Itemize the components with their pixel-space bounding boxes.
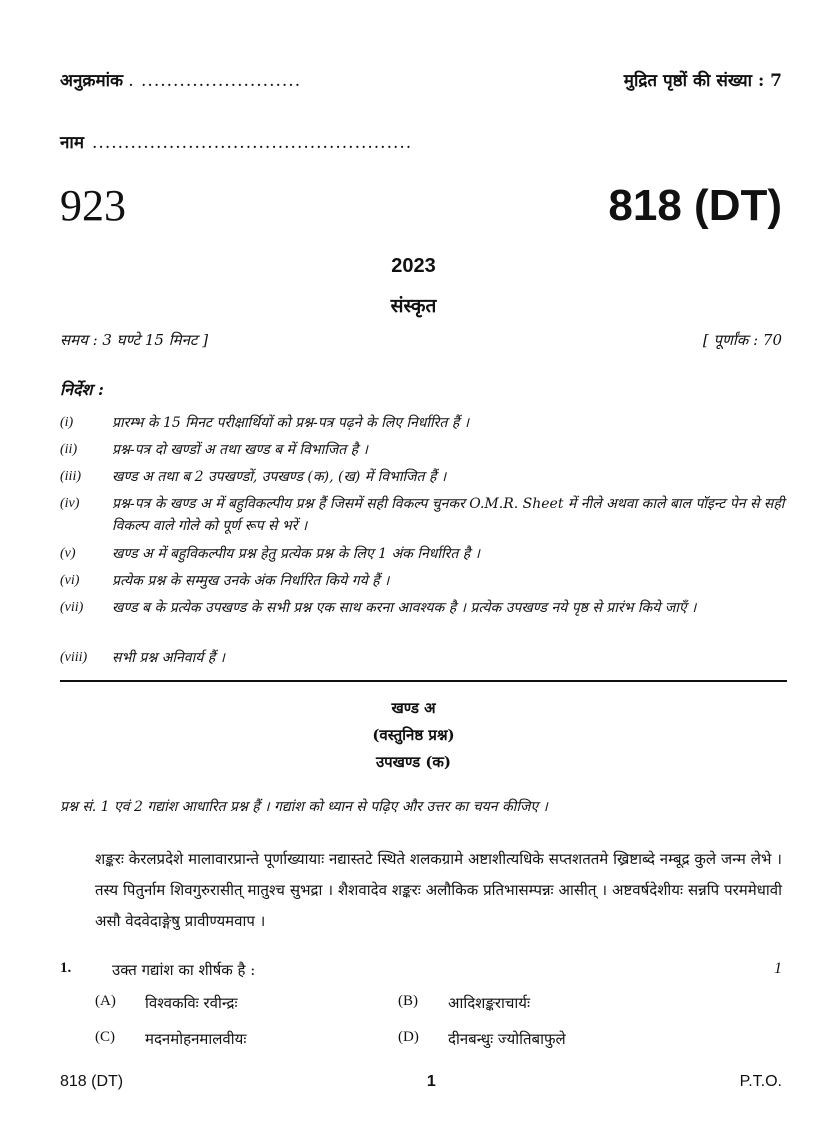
paper-code-right: 818 (DT) xyxy=(608,181,782,230)
section-subtitle: (वस्तुनिष्ठ प्रश्न) xyxy=(372,726,455,744)
option-label: (A) xyxy=(95,993,116,1009)
option-a xyxy=(95,993,237,1013)
maximum-marks: [ पूर्णांक : 70 xyxy=(702,331,782,349)
option-b xyxy=(398,993,530,1013)
question-number: 1. xyxy=(60,960,72,976)
instruction-number: (iv) xyxy=(60,496,80,511)
name-row xyxy=(60,130,782,153)
instructions-heading: निर्देश : xyxy=(60,380,104,399)
roll-number-label: अनुक्रमांक xyxy=(60,71,124,91)
option-text: आदिशङ्कराचार्यः xyxy=(448,994,531,1012)
paper-code-row xyxy=(60,180,782,231)
page-number: 1 xyxy=(426,1073,436,1090)
instruction-item xyxy=(60,597,787,619)
instruction-item xyxy=(60,543,787,565)
exam-year: 2023 xyxy=(391,255,436,277)
section-title: खण्ड अ xyxy=(391,699,436,717)
time-allowed: समय : 3 घण्टे 15 मिनट ] xyxy=(60,331,209,349)
question-text: उक्त गद्यांश का शीर्षक है : xyxy=(112,961,256,979)
paper-code-left: 923 xyxy=(60,181,126,230)
footer-paper-code: 818 (DT) xyxy=(60,1073,124,1090)
instruction-text: खण्ड अ तथा ब 2 उपखण्डों, उपखण्ड (क), (ख) में विभाजित हैं । xyxy=(112,469,447,485)
name-label: नाम xyxy=(60,133,85,153)
question-1 xyxy=(60,960,782,980)
instruction-text: प्रश्न-पत्र दो खण्डों अ तथा खण्ड ब में विभाजित है । xyxy=(112,442,368,458)
instruction-number: (v) xyxy=(60,546,76,561)
instruction-item xyxy=(60,570,787,592)
passage-directive: प्रश्न सं. 1 एवं 2 गद्यांश आधारित प्रश्न हैं । गद्यांश को ध्यान से पढ़िए और उत्तर का चयन कीजिए । xyxy=(60,799,548,815)
instruction-number: (viii) xyxy=(60,650,88,665)
name-blank: .................................................. xyxy=(92,133,413,153)
instruction-number: (i) xyxy=(60,415,74,430)
instruction-number: (vii) xyxy=(60,600,84,615)
option-c xyxy=(95,1029,246,1049)
option-label: (B) xyxy=(398,993,418,1009)
instruction-number: (vi) xyxy=(60,573,80,588)
roll-number-blank: . ......................... xyxy=(128,71,302,91)
instruction-item xyxy=(60,466,787,488)
instruction-item xyxy=(60,647,787,669)
instruction-text: खण्ड अ में बहुविकल्पीय प्रश्न हेतु प्रत्येक प्रश्न के लिए 1 अंक निर्धारित है । xyxy=(112,546,480,562)
question-marks: 1 xyxy=(774,960,782,977)
option-text: विश्वकविः रवीन्द्रः xyxy=(145,994,238,1012)
instruction-number: (ii) xyxy=(60,442,78,457)
option-text: मदनमोहनमालवीयः xyxy=(145,1030,247,1048)
passage-text: शङ्करः केरलप्रदेशे मालावारप्रान्ते पूर्णाख्यायाः नद्यास्तटे स्थिते शलकग्रामे अष्टाशीत्यधिके सप्तशततमे ख्रिष्टाब्दे नम्बूद्र कुले जन्म लेभे । तस्य पितुर्नाम शिवगुरुरासीत् मातुश्च सुभद्रा । शैशवादेव शङ्करः अलौकिक प्रतिभासम्पन्नः आसीत् । अष्टवर्षदेशीयः सन्नपि परममेधावी असौ वेदवेदाङ्गेषु प्रावीण्यमवाप । xyxy=(95,850,782,930)
instruction-item xyxy=(60,493,787,537)
subsection-title: उपखण्ड (क) xyxy=(375,753,452,771)
printed-pages-label: मुद्रित पृष्ठों की संख्या : 7 xyxy=(623,71,782,91)
time-marks-row xyxy=(60,330,782,350)
option-text: दीनबन्धुः ज्योतिबाफुले xyxy=(448,1030,566,1048)
instruction-text: प्रत्येक प्रश्न के सम्मुख उनके अंक निर्धारित किये गये हैं । xyxy=(112,573,390,589)
roll-number-row xyxy=(60,68,782,91)
subject-title: संस्कृत xyxy=(390,295,437,317)
please-turn-over: P.T.O. xyxy=(739,1073,782,1090)
page-footer xyxy=(60,1073,782,1091)
instruction-text: सभी प्रश्न अनिवार्य हैं । xyxy=(112,650,225,666)
option-label: (D) xyxy=(398,1029,419,1045)
instruction-text: खण्ड ब के प्रत्येक उपखण्ड के सभी प्रश्न एक साथ करना आवश्यक है । प्रत्येक उपखण्ड नये पृष्ठ से प्रारंभ किये जाएँ । xyxy=(112,600,697,616)
option-d xyxy=(398,1029,566,1049)
instruction-number: (iii) xyxy=(60,469,81,484)
instruction-item xyxy=(60,412,787,434)
instruction-item xyxy=(60,439,787,461)
section-divider xyxy=(60,680,787,682)
instruction-text: प्रारम्भ के 15 मिनट परीक्षार्थियों को प्रश्न-पत्र पढ़ने के लिए निर्धारित हैं । xyxy=(112,415,470,431)
option-label: (C) xyxy=(95,1029,115,1045)
instruction-text: प्रश्न-पत्र के खण्ड अ में बहुविकल्पीय प्रश्न हैं जिसमें सही विकल्प चुनकर O.M.R. Sheet में नीले अथवा काले बाल पॉइन्ट पेन से सही विकल्प वाले गोले को पूर्ण रूप से भरें । xyxy=(112,496,785,534)
